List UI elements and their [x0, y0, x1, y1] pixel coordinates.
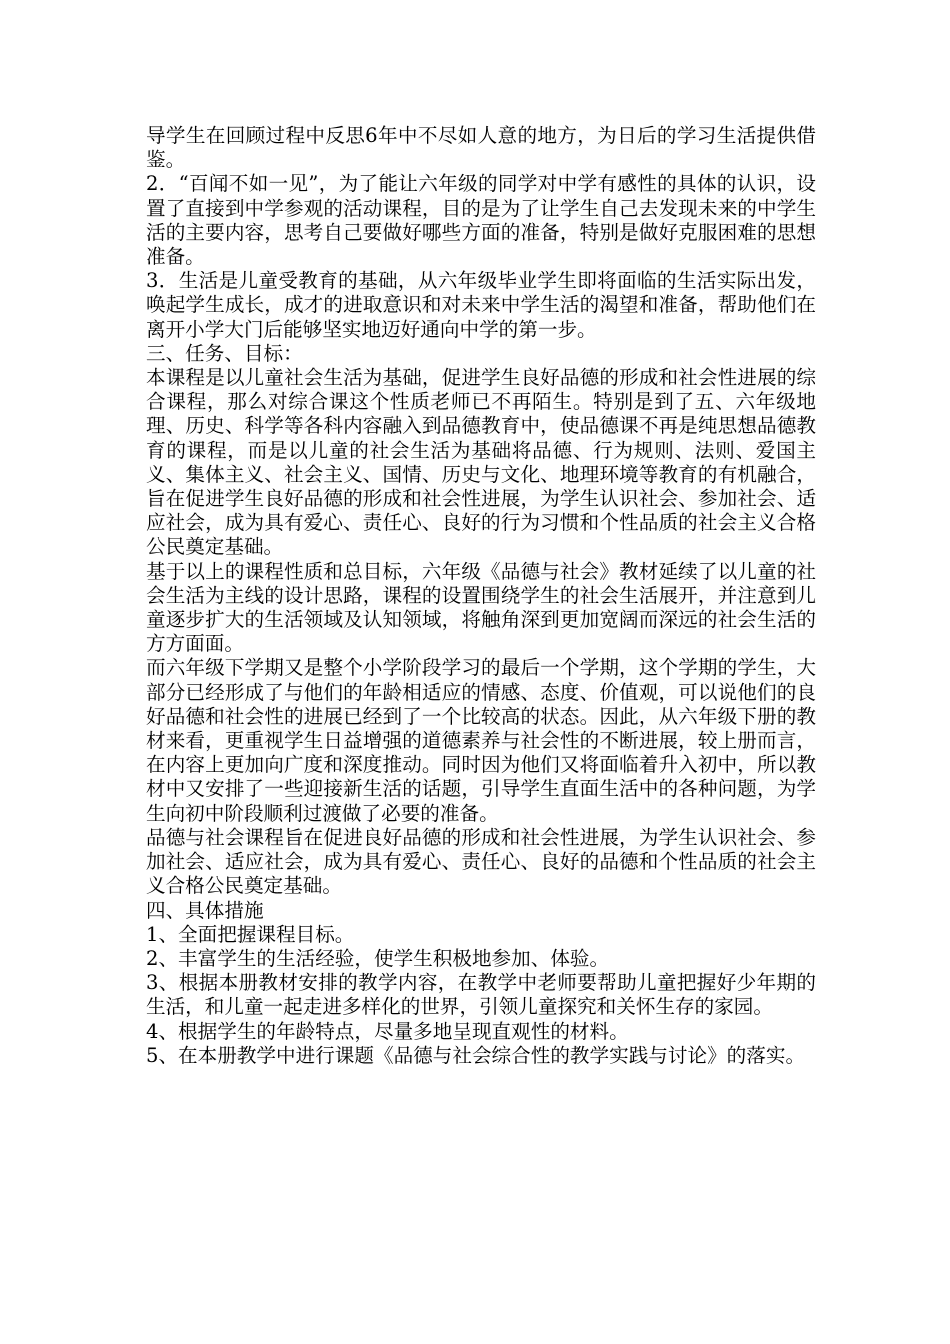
measure-item-1: 1、全面把握课程目标。 [146, 922, 355, 946]
document-body [146, 124, 816, 1068]
paragraph-final-semester: 而六年级下学期又是整个小学阶段学习的最后一个学期，这个学期的学生，大部分已经形成了与他们的年龄相适应的情感、态度、价值观，可以说他们的良好品德和社会性的进展已经到了一个比较高的状态。因此，从六年级下册的教材来看，更重视学生日益增强的道德素养与社会性的不断进展，较上册而言，在内容上更加向广度和深度推动。同时因为他们又将面临着升入初中，所以教材中又安排了一些迎接新生活的话题，引导学生直面生活中的各种问题，为学生向初中阶段顺利过渡做了必要的准备。 [146, 656, 816, 825]
measure-item-5: 5、在本册教学中进行课题《品德与社会综合性的教学实践与讨论》的落实。 [146, 1043, 806, 1067]
paragraph-point-3: 3．生活是儿童受教育的基础，从六年级毕业学生即将面临的生活实际出发，唤起学生成长，成才的进取意识和对未来中学生活的渴望和准备，帮助他们在离开小学大门后能够坚实地迈好通向中学的第一步。 [146, 269, 816, 341]
paragraph-intro-continuation: 导学生在回顾过程中反思6年中不尽如人意的地方，为日后的学习生活提供借鉴。 [146, 124, 816, 172]
measure-item-2: 2、丰富学生的生活经验，使学生积极地参加、体验。 [146, 946, 610, 970]
measure-item-4: 4、根据学生的年龄特点，尽量多地呈现直观性的材料。 [146, 1019, 629, 1043]
paragraph-course-nature: 本课程是以儿童社会生活为基础，促进学生良好品德的形成和社会性进展的综合课程，那么对综合课这个性质老师已不再陌生。特别是到了五、六年级地理、历史、科学等各科内容融入到品德教育中，使品德课不再是纯思想品德教育的课程，而是以儿童的社会生活为基础将品德、行为规则、法则、爱国主义、集体主义、社会主义、国情、历史与文化、地理环境等教育的有机融合，旨在促进学生良好品德的形成和社会性进展，为学生认识社会、参加社会、适应社会，成为具有爱心、责任心、良好的行为习惯和个性品质的社会主义合格公民奠定基础。 [146, 366, 816, 559]
paragraph-course-aim: 品德与社会课程旨在促进良好品德的形成和社会性进展，为学生认识社会、参加社会、适应社会，成为具有爱心、责任心、良好的品德和个性品质的社会主义合格公民奠定基础。 [146, 825, 816, 898]
measure-item-3: 3、根据本册教材安排的教学内容，在教学中老师要帮助儿童把握好少年期的生活，和儿童一起走进多样化的世界，引领儿童探究和关怀生存的家园。 [146, 971, 816, 1019]
paragraph-textbook-design: 基于以上的课程性质和总目标，六年级《品德与社会》教材延续了以儿童的社会生活为主线的设计思路，课程的设置围绕学生的社会生活展开，并注意到儿童逐步扩大的生活领域及认知领域，将触角深到更加宽阔而深远的社会生活的方方面面。 [146, 559, 816, 656]
section-heading-measures: 四、具体措施 [146, 898, 264, 922]
section-heading-tasks-goals: 三、任务、目标： [146, 341, 303, 365]
paragraph-point-2: 2．“百闻不如一见”，为了能让六年级的同学对中学有感性的具体的认识，设置了直接到中学参观的活动课程，目的是为了让学生自己去发现未来的中学生活的主要内容，思考自己要做好哪些方面的准备，特别是做好克服困难的思想准备。 [146, 172, 816, 269]
